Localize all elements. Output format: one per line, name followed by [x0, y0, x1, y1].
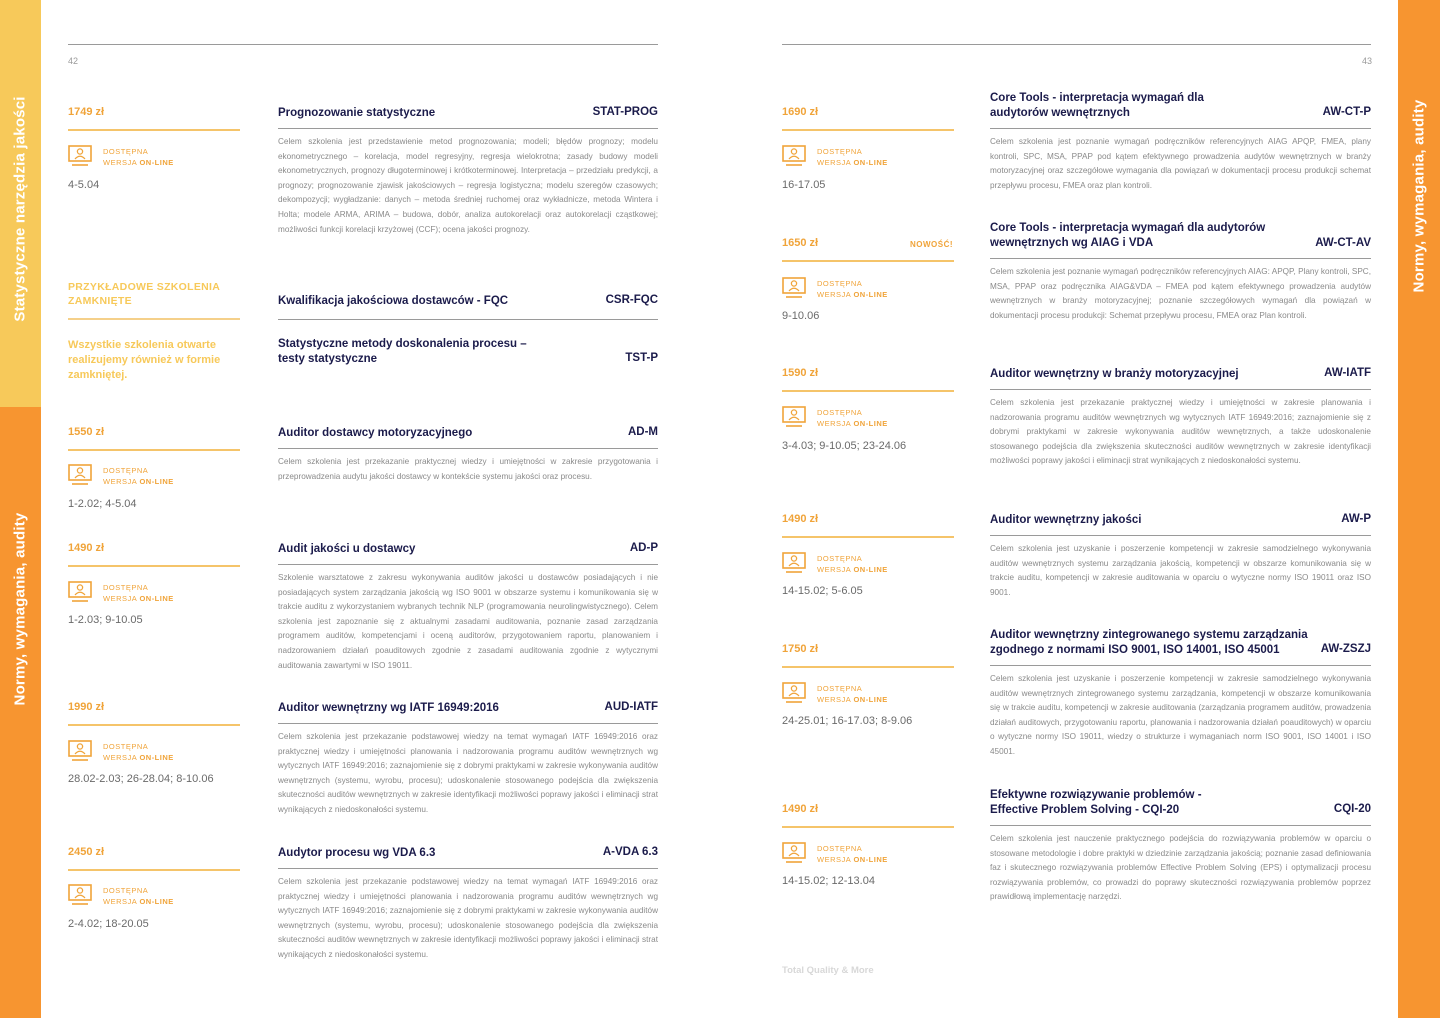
side-label-norms-right: Normy, wymagania, audity: [1410, 99, 1428, 293]
course-description: Celem szkolenia jest przekazanie podstawowej wiedzy na temat wymagań IATF 16949:2016 oraz praktycznej wiedzy i umiejętności planowania i nadzorowania programu auditów wewnętrznych wg wytycznych IATF 16949:2016; zaznajomienie się z dobrymi praktykami w zakresie wykonywania auditów wewnętrznych (systemu, wyrobu, procesu); udoskonalenie stosowanego podejścia dla zwiększenia skuteczności auditów wewnętrznych w zakresie identyfikacji możliwości poprawy jakości i eliminacji strat wynikających z niedoskonałości systemu.: [278, 877, 658, 959]
online-label: DOSTĘPNA: [817, 554, 863, 563]
online-badge: [782, 277, 942, 305]
online-badge: [68, 464, 228, 492]
title-rule: [278, 128, 658, 129]
course-title: Audit jakości u dostawcy: [278, 543, 416, 555]
price-rule: [68, 869, 240, 871]
course-title: Prognozowanie statystyczne: [278, 107, 436, 119]
course-title: Auditor wewnętrzny wg IATF 16949:2016: [278, 702, 499, 714]
course-description: Celem szkolenia jest przekazanie praktycznej wiedzy i umiejętności w zakresie planowania i nadzorowania programu auditów wewnętrznych wg wytycznych IATF 16949:2016; zaznajomienie się z dobrymi praktykami w zakresie wykonywania auditów wewnętrznych, a także udoskonalenie stosowanego podejścia dla zwiększenia skuteczności auditów wewnętrznych w zakresie identyfikacji możliwości poprawy jakości i eliminacji strat wynikających z niedoskonałości systemu.: [990, 398, 1371, 466]
course-price: 1550 zł: [68, 426, 105, 438]
price-rule: [782, 536, 954, 538]
top-rule-left: [68, 44, 658, 45]
course-code: CQI-20: [1333, 803, 1371, 815]
course-title: Auditor wewnętrzny w branży motoryzacyjnej: [990, 368, 1239, 380]
price-rule: [782, 129, 954, 131]
title-rule: [990, 128, 1371, 129]
title-rule: [990, 258, 1371, 259]
price-rule: [782, 390, 954, 392]
top-rule-right: [782, 44, 1371, 45]
online-version: WERSJA ON-LINE: [103, 158, 174, 167]
title-rule: [990, 389, 1371, 390]
course-code: AW-CT-P: [1322, 106, 1371, 118]
course-description: Celem szkolenia jest przekazanie podstawowej wiedzy na temat wymagań IATF 16949:2016 oraz praktycznej wiedzy i umiejętności planowania i nadzorowania programu auditów wewnętrznych wg wytycznych IATF 16949:2016; zaznajomienie się z dobrymi praktykami w zakresie wykonywania auditów wewnętrznych (systemu, wyrobu, procesu); udoskonalenie stosowanego podejścia dla zwiększenia skuteczności auditów wewnętrznych w zakresie identyfikacji możliwości poprawy jakości i eliminacji strat wynikających z niedoskonałości systemu.: [278, 732, 658, 814]
online-training-icon: [68, 145, 92, 167]
course-description: Celem szkolenia jest poznanie wymagań podręczników referencyjnych AIAG APQP, FMEA, plany kontroli, SPC, MSA, PPAP pod kątem efektywnego prowadzenia audytów wewnętrznych w branży motoryzacyjnej oraz szczegółowe wymagania dla powiązań w dokumentacji procesu produkcji schemat przepływu procesu, FMEA oraz plan kontroli.: [990, 137, 1371, 190]
course-title: Efektywne rozwiązywanie problemów - Effective Problem Solving - CQI-20: [990, 789, 1202, 816]
course-price: 1690 zł: [782, 106, 819, 118]
online-badge: [68, 884, 228, 912]
course-price: 1490 zł: [782, 803, 819, 815]
side-label-norms-left: Normy, wymagania, audity: [11, 512, 29, 706]
online-badge: [782, 682, 942, 710]
course-description: Celem szkolenia jest przedstawienie metod prognozowania; modeli; błędów prognozy; modelu ekonometrycznego – korelacja, model regresyjny, regresja wielokrotna; zasady budowy modeli ekonometrycznych, prognozy długoterminowej i krótkoterminowej. Interpretacja – przedziału predykcji, a prognozy; prognozowanie zjawisk jakościowych – regresja logistyczna; modelu szeregów czasowych; dekompozycji; wygładzanie: danych – metoda średniej ruchomej oraz wykładnicze, metoda Wintera i Holta; modele ARMA, ARIMA – budowa, dobór, analiza autokorelacji oraz autokorelacji cząstkowej; możliwości funkcji korelacji krzyżowej (CCF); ocena jakości prognozy.: [278, 137, 658, 234]
side-bar-left-bottom: [0, 407, 41, 1018]
course-price: 1490 zł: [68, 542, 105, 554]
price-rule: [68, 129, 240, 131]
course-dates: 14-15.02; 12-13.04: [782, 875, 875, 887]
online-badge: [68, 581, 228, 609]
online-training-icon: [68, 581, 92, 603]
course-code: CSR-FQC: [605, 294, 658, 306]
footer-brand: Total Quality & More: [782, 965, 874, 976]
course-dates: 24-25.01; 16-17.03; 8-9.06: [782, 715, 913, 727]
online-version: WERSJA ON-LINE: [103, 897, 174, 906]
course-code: A-VDA 6.3: [602, 846, 658, 858]
course-title: Auditor dostawcy motoryzacyjnego: [278, 427, 473, 439]
course-dates: 3-4.03; 9-10.05; 23-24.06: [782, 440, 907, 452]
course-description: Celem szkolenia jest uzyskanie i poszerzenie kompetencji w zakresie samodzielnego wykonywania auditów wewnętrznych systemu zarządzania jakością, kompetencji w obszarze komunikowania się w trakcie auditu, kompetencji w zakresie auditowania w oparciu o wytyczne normy ISO 19011 oraz ISO 9001.: [990, 544, 1371, 597]
course-dates: 9-10.06: [782, 310, 820, 322]
new-badge: NOWOŚĆ!: [910, 240, 954, 249]
online-training-icon: [782, 406, 806, 428]
course-code: STAT-PROG: [592, 106, 658, 118]
online-training-icon: [68, 740, 92, 762]
title-rule: [990, 665, 1371, 666]
course-dates: 1-2.03; 9-10.05: [68, 614, 143, 626]
online-training-icon: [782, 682, 806, 704]
price-rule: [782, 666, 954, 668]
page-number-right: 43: [1362, 56, 1373, 66]
online-label: DOSTĘPNA: [817, 684, 863, 693]
online-label: DOSTĘPNA: [817, 844, 863, 853]
course-description: Celem szkolenia jest uzyskanie i poszerzenie kompetencji w zakresie samodzielnego wykonywania auditów wewnętrznych zintegrowanego systemu zarządzania, kompetencji w obszarze komunikowania się w trakcie auditu, kompetencji w zakresie auditowania (zarządzania programem auditów, prowadzenia działań auditowych, przygotowaniu raportu, planowania i nadzorowania działań poauditowych) w oparciu o wytyczne normy ISO 19011, wiedzy o strukturze i wymaganiach norm ISO 9001, ISO 14001 i ISO 45001.: [990, 674, 1371, 756]
online-training-icon: [68, 884, 92, 906]
online-label: DOSTĘPNA: [103, 742, 149, 751]
course-code: AD-P: [629, 542, 658, 554]
course-code: AW-P: [1341, 513, 1371, 525]
online-version: WERSJA ON-LINE: [817, 419, 888, 428]
online-version: WERSJA ON-LINE: [103, 477, 174, 486]
price-rule: [68, 449, 240, 451]
online-training-icon: [68, 464, 92, 486]
promo-rule: [68, 318, 240, 320]
online-label: DOSTĘPNA: [817, 147, 863, 156]
course-title: Auditor wewnętrzny jakości: [990, 514, 1142, 526]
course-code: AUD-IATF: [604, 701, 658, 713]
online-version: WERSJA ON-LINE: [817, 290, 888, 299]
side-bar-right: [1398, 0, 1440, 1018]
side-bar-left-top: [0, 0, 41, 407]
online-version: WERSJA ON-LINE: [817, 565, 888, 574]
price-rule: [68, 724, 240, 726]
course-code: AW-ZSZJ: [1320, 643, 1371, 655]
course-price: 1490 zł: [782, 513, 819, 525]
course-dates: 14-15.02; 5-6.05: [782, 585, 863, 597]
online-version: WERSJA ON-LINE: [817, 158, 888, 167]
online-badge: [782, 552, 942, 580]
online-badge: [782, 406, 942, 434]
online-label: DOSTĘPNA: [103, 583, 149, 592]
course-price: 1590 zł: [782, 367, 819, 379]
price-rule: [68, 565, 240, 567]
title-rule: [278, 319, 658, 320]
course-description: Celem szkolenia jest nauczenie praktycznego podejścia do rozwiązywania problemów w oparciu o stosowane metodologie i dobre praktyki w dziedzinie zarządzania jakością; poznanie zasad definiowania faz i skutecznego rozwiązywania problemów Effective Problem Solving (EPS) i optymalizacji procesu rozwiązywania problemów, co prowadzi do poprawy skuteczności rozwiązywania problemów poprzez prawidłową implementację narzędzi.: [990, 834, 1371, 902]
closed-trainings-heading: PRZYKŁADOWE SZKOLENIA ZAMKNIĘTE: [68, 281, 220, 307]
course-code: AD-M: [627, 426, 658, 438]
online-label: DOSTĘPNA: [103, 466, 149, 475]
course-dates: 28.02-2.03; 26-28.04; 8-10.06: [68, 773, 214, 785]
course-description: Celem szkolenia jest przekazanie praktycznej wiedzy i umiejętności w zakresie przygotowania i przeprowadzenia audytu jakości dostawcy w kontekście systemu jakości oraz procesu.: [278, 457, 658, 481]
online-label: DOSTĘPNA: [817, 279, 863, 288]
title-rule: [990, 825, 1371, 826]
course-price: 1990 zł: [68, 701, 105, 713]
course-price: 1749 zł: [68, 106, 105, 118]
online-training-icon: [782, 277, 806, 299]
price-rule: [782, 260, 954, 262]
course-description: Celem szkolenia jest poznanie wymagań podręczników referencyjnych AIAG: APQP, Plany kontroli, SPC, MSA, PPAP oraz podręcznika AIAG&VDA – FMEA pod kątem efektywnego prowadzenia audytów wewnętrznych w branży motoryzacyjnej; poznanie szczegółowych wymagań dla powiązań w dokumentacji procesu produkcji: Schemat przepływu procesu, FMEA oraz Plan kontroli.: [990, 267, 1371, 320]
online-badge: [782, 842, 942, 870]
online-label: DOSTĘPNA: [103, 147, 149, 156]
online-version: WERSJA ON-LINE: [817, 695, 888, 704]
online-version: WERSJA ON-LINE: [103, 594, 174, 603]
course-dates: 16-17.05: [782, 179, 826, 191]
title-rule: [278, 723, 658, 724]
title-rule: [278, 564, 658, 565]
online-training-icon: [782, 145, 806, 167]
course-price: 2450 zł: [68, 846, 105, 858]
online-label: DOSTĘPNA: [103, 886, 149, 895]
course-dates: 4-5.04: [68, 179, 100, 191]
course-code: AW-IATF: [1324, 367, 1371, 379]
online-training-icon: [782, 842, 806, 864]
course-title: Core Tools - interpretacja wymagań dla audytorów wewnętrznych wg AIAG i VDA: [990, 222, 1266, 249]
course-title: Core Tools - interpretacja wymagań dla audytorów wewnętrznych: [990, 92, 1204, 119]
course-dates: 2-4.02; 18-20.05: [68, 918, 149, 930]
online-badge: [68, 145, 228, 173]
course-title: Audytor procesu wg VDA 6.3: [278, 847, 436, 859]
online-version: WERSJA ON-LINE: [817, 855, 888, 864]
title-rule: [278, 448, 658, 449]
title-rule: [278, 868, 658, 869]
course-price: 1650 zł: [782, 237, 819, 249]
online-badge: [68, 740, 228, 768]
online-badge: [782, 145, 942, 173]
title-rule: [990, 535, 1371, 536]
course-code: TST-P: [625, 352, 658, 364]
course-title: Statystyczne metody doskonalenia procesu – testy statystyczne: [278, 338, 527, 365]
course-title: Kwalifikacja jakościowa dostawców - FQC: [278, 295, 509, 307]
course-code: AW-CT-AV: [1315, 237, 1371, 249]
online-training-icon: [782, 552, 806, 574]
closed-trainings-note: Wszystkie szkolenia otwarte realizujemy również w formie zamkniętej.: [68, 339, 221, 381]
price-rule: [782, 826, 954, 828]
online-version: WERSJA ON-LINE: [103, 753, 174, 762]
course-price: 1750 zł: [782, 643, 819, 655]
online-label: DOSTĘPNA: [817, 408, 863, 417]
page-number-left: 42: [68, 56, 79, 66]
course-description: Szkolenie warsztatowe z zakresu wykonywania auditów jakości u dostawców posiadających i nie posiadających system zarządzania jakością wg ISO 9001 w obszarze systemu i komunikowania się w trakcie auditu z wykorzystaniem wybranych technik NLP (programowania neurolingwistycznego). Celem szkolenia jest zapoznanie się z aktualnymi zasadami auditowania, poznanie zasad zarządzania programem auditów, kompetencjami i oceną auditorów, przygotowaniem raportu, planowaniem i nadzorowaniem działań poauditowych zgodnie z zasadami auditowania zgodnie z wytycznymi auditowania zawartymi w ISO 19011.: [278, 573, 658, 670]
course-dates: 1-2.02; 4-5.04: [68, 498, 137, 510]
course-title: Auditor wewnętrzny zintegrowanego systemu zarządzania zgodnego z normami ISO 9001, ISO 14001, ISO 45001: [990, 629, 1308, 656]
side-label-statistics: Statystyczne narzędzia jakości: [11, 96, 29, 322]
